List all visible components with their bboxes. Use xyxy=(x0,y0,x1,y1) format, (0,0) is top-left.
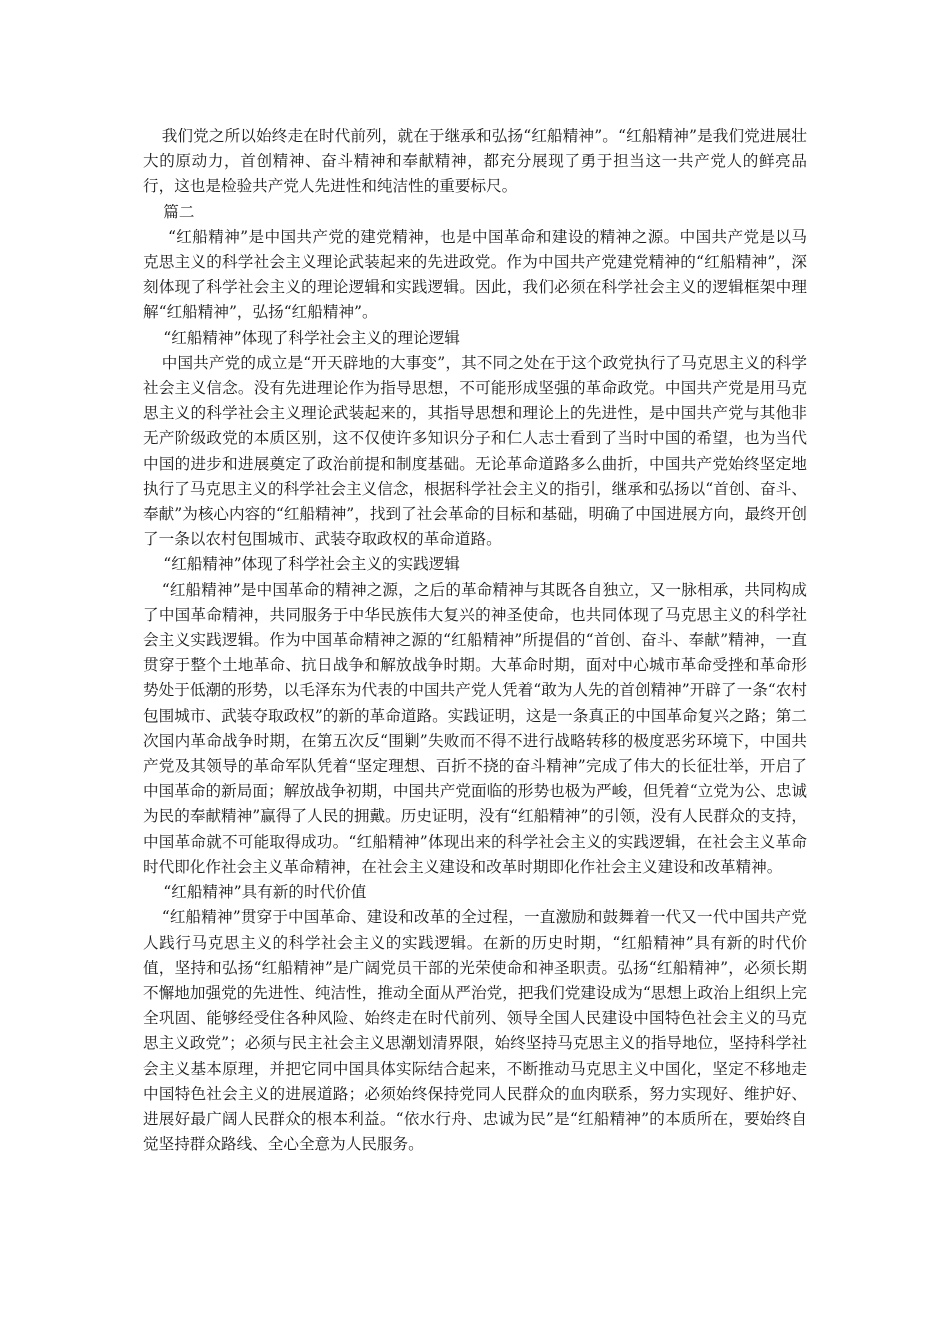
paragraph-intro: 我们党之所以始终走在时代前列，就在于继承和弘扬“红船精神”。“红船精神”是我们党进展壮大的原动力，首创精神、奋斗精神和奉献精神，都充分展现了勇于担当这一共产党人的鲜亮品行，这也是检验共产党人先进性和纯洁性的重要标尺。 xyxy=(143,127,807,196)
paragraph-value: “红船精神”贯穿于中国革命、建设和改革的全过程，一直激励和鼓舞着一代又一代中国共产党人践行马克思主义的科学社会主义的实践逻辑。在新的历史时期，“红船精神”具有新的时代价值，坚持和弘扬“红船精神”是广阔党员干部的光荣使命和神圣职责。弘扬“红船精神”，必须长期不懈地加强党的先进性、纯洁性，推动全面从严治党，把我们党建设成为“思想上政治上组织上完全巩固、能够经受住各种风险、始终走在时代前列、领导全国人民建设中国特色社会主义的马克思主义政党”；必须与民主社会主义思潮划清界限，始终坚持马克思主义的指导地位，坚持科学社会主义基本原理，并把它同中国具体实际结合起来，不断推动马克思主义中国化，坚定不移地走中国特色社会主义的进展道路；必须始终保持党同人民群众的血肉联系，努力实现好、维护好、进展好最广阔人民群众的根本利益。“依水行舟、忠诚为民”是“红船精神”的本质所在，要始终自觉坚持群众路线、全心全意为人民服务。 xyxy=(143,908,807,1154)
paragraph-practice: “红船精神”是中国革命的精神之源，之后的革命精神与其既各自独立，又一脉相承，共同构成了中国革命精神，共同服务于中华民族伟大复兴的神圣使命，也共同体现了马克思主义的科学社会主义实践逻辑。作为中国革命精神之源的“红船精神”所提倡的“首创、奋斗、奉献”精神，一直贯穿于整个土地革命、抗日战争和解放战争时期。大革命时期，面对中心城市革命受挫和革命形势处于低潮的形势，以毛泽东为代表的中国共产党人凭着“敢为人先的首创精神”开辟了一条“农村包围城市、武装夺取政权”的新的革命道路。实践证明，这是一条真正的中国革命复兴之路；第二次国内革命战争时期，在第五次反“围剿”失败而不得不进行战略转移的极度恶劣环境下，中国共产党及其领导的革命军队凭着“坚定理想、百折不挠的奋斗精神”完成了伟大的长征壮举，开启了中国革命的新局面；解放战争初期，中国共产党面临的形势也极为严峻，但凭着“立党为公、忠诚为民的奉献精神”赢得了人民的拥戴。历史证明，没有“红船精神”的引领，没有人民群众的支持，中国革命就不可能取得成功。“红船精神”体现出来的科学社会主义的实践逻辑，在社会主义革命时代即化作社会主义革命精神，在社会主义建设和改革时期即化作社会主义建设和改革精神。 xyxy=(143,580,807,876)
paragraph-overview: “红船精神”是中国共产党的建党精神，也是中国革命和建设的精神之源。中国共产党是以马克思主义的科学社会主义理论武装起来的先进政党。作为中国共产党建党精神的“红船精神”，深刻体现了科学社会主义的理论逻辑和实践逻辑。因此，我们必须在科学社会主义的逻辑框架中理解“红船精神”，弘扬“红船精神”。 xyxy=(143,227,807,322)
section-label-part-two: 篇二 xyxy=(163,202,195,221)
document-body xyxy=(143,124,807,1157)
paragraph-theory: 中国共产党的成立是“开天辟地的大事变”，其不同之处在于这个政党执行了马克思主义的科学社会主义信念。没有先进理论作为指导思想，不可能形成坚强的革命政党。中国共产党是用马克思主义的科学社会主义理论武装起来的，其指导思想和理论上的先进性，是中国共产党与其他非无产阶级政党的本质区别，这不仅使许多知识分子和仁人志士看到了当时中国的希望，也为当代中国的进步和进展奠定了政治前提和制度基础。无论革命道路多么曲折，中国共产党始终坚定地执行了马克思主义的科学社会主义信念，根据科学社会主义的指引，继承和弘扬以“首创、奋斗、奉献”为核心内容的“红船精神”，找到了社会革命的目标和基础，明确了中国进展方向，最终开创了一条以农村包围城市、武装夺取政权的革命道路。 xyxy=(143,353,807,549)
section-heading-theory: “红船精神”体现了科学社会主义的理论逻辑 xyxy=(163,328,460,347)
section-heading-value: “红船精神”具有新的时代价值 xyxy=(163,883,367,902)
section-heading-practice: “红船精神”体现了科学社会主义的实践逻辑 xyxy=(163,555,460,574)
